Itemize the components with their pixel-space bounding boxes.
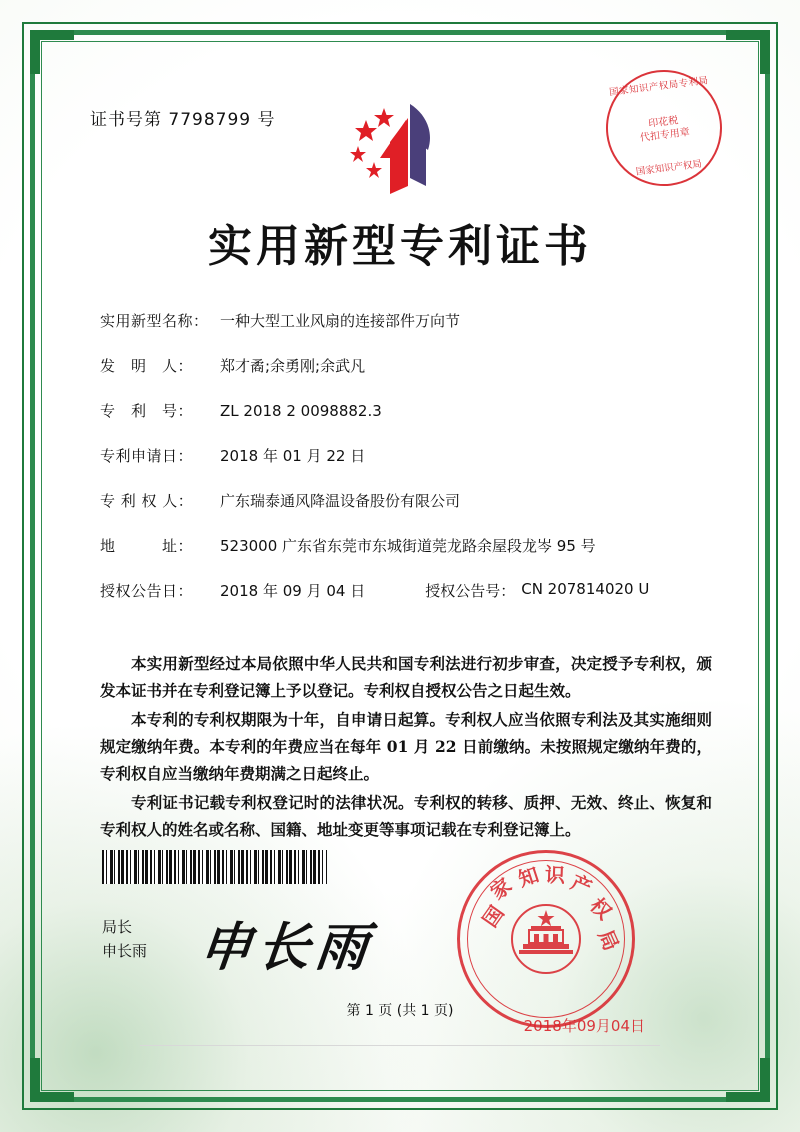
field-label: 地 址： — [100, 537, 194, 555]
legal-paragraph: 本专利的专利权期限为十年，自申请日起算。专利权人应当依照专利法及其实施细则规定缴纳年费。本专利的年费应当在每年 01 月 22 日前缴纳。未按照规定缴纳年费的，专利权自应当缴纳年费期满之日起终止。 — [100, 710, 712, 783]
signature-name: 申长雨 — [102, 942, 148, 960]
certificate-number: 证书号第 7798799 号 — [90, 110, 276, 130]
tax-stamp-seal — [599, 63, 728, 192]
fold-line — [140, 1045, 660, 1046]
seal-char: 家 — [485, 873, 517, 905]
legal-text-block — [100, 650, 712, 845]
legal-paragraph: 本实用新型经过本局依照中华人民共和国专利法进行初步审查，决定授予专利权，颁发本证书并在专利登记簿上予以登记。专利权自授权公告之日起生效。 — [100, 654, 712, 700]
seal-char: 局 — [593, 926, 624, 955]
seal-char: 知 — [515, 862, 542, 892]
national-emblem-icon — [509, 902, 583, 976]
tax-stamp-line1: 印花税 — [647, 115, 679, 130]
cnipa-logo-icon — [340, 98, 460, 194]
seal-char: 识 — [544, 862, 566, 888]
seal-char: 产 — [567, 869, 596, 900]
legal-paragraph: 专利证书记载专利权登记时的法律状况。专利权的转移、质押、无效、终止、恢复和专利权人的姓名或名称、国籍、地址变更等事项记载在专利登记簿上。 — [100, 793, 712, 839]
tax-stamp-bottom-text: 国家知识产权局 — [635, 158, 703, 178]
field-address — [100, 535, 720, 556]
page-title: 实用新型专利证书 — [208, 221, 592, 272]
field-value: 广东瑞泰通风降温设备股份有限公司 — [220, 492, 461, 510]
field-inventor — [100, 355, 720, 376]
certificate-content — [60, 60, 740, 1072]
field-value: 523000 广东省东莞市东城街道莞龙路余屋段龙岑 95 号 — [220, 537, 596, 555]
field-grant-row — [100, 580, 720, 601]
tax-stamp-line2: 代扣专用章 — [639, 126, 691, 144]
grant-date-value: 2018 年 09 月 04 日 — [220, 582, 366, 600]
field-utility-model-name — [100, 310, 720, 331]
seal-char: 国 — [477, 901, 509, 932]
field-label: 专 利 号： — [100, 402, 194, 420]
field-patent-number — [100, 400, 720, 421]
field-value: 郑才矞;余勇刚;余武凡 — [220, 357, 366, 375]
field-label: 发 明 人： — [100, 357, 194, 375]
barcode — [102, 850, 327, 884]
grant-publication-label: 授权公告号： — [425, 582, 516, 600]
seal-date: 2018年09月04日 — [523, 1017, 645, 1035]
page-number: 第 1 页 (共 1 页) — [346, 1003, 454, 1019]
tax-stamp-arc-text: 国家知识产权局专利局 — [608, 75, 710, 99]
signature-block — [102, 915, 147, 963]
field-value: 2018 年 01 月 22 日 — [220, 447, 366, 465]
handwritten-signature: 申长雨 — [196, 917, 377, 978]
signature-role: 局长 — [102, 918, 133, 936]
field-value: 一种大型工业风扇的连接部件万向节 — [220, 312, 461, 330]
field-value: ZL 2018 2 0098882.3 — [220, 402, 382, 420]
field-label: 实用新型名称： — [100, 312, 209, 330]
field-patentee — [100, 490, 720, 511]
fields-block — [100, 310, 720, 625]
seal-char: 权 — [585, 893, 617, 925]
grant-publication-value: CN 207814020 U — [521, 580, 650, 598]
field-label: 专利申请日： — [100, 447, 194, 465]
grant-date-label: 授权公告日： — [100, 582, 194, 600]
field-label: 专 利 权 人： — [100, 492, 194, 510]
field-application-date — [100, 445, 720, 466]
